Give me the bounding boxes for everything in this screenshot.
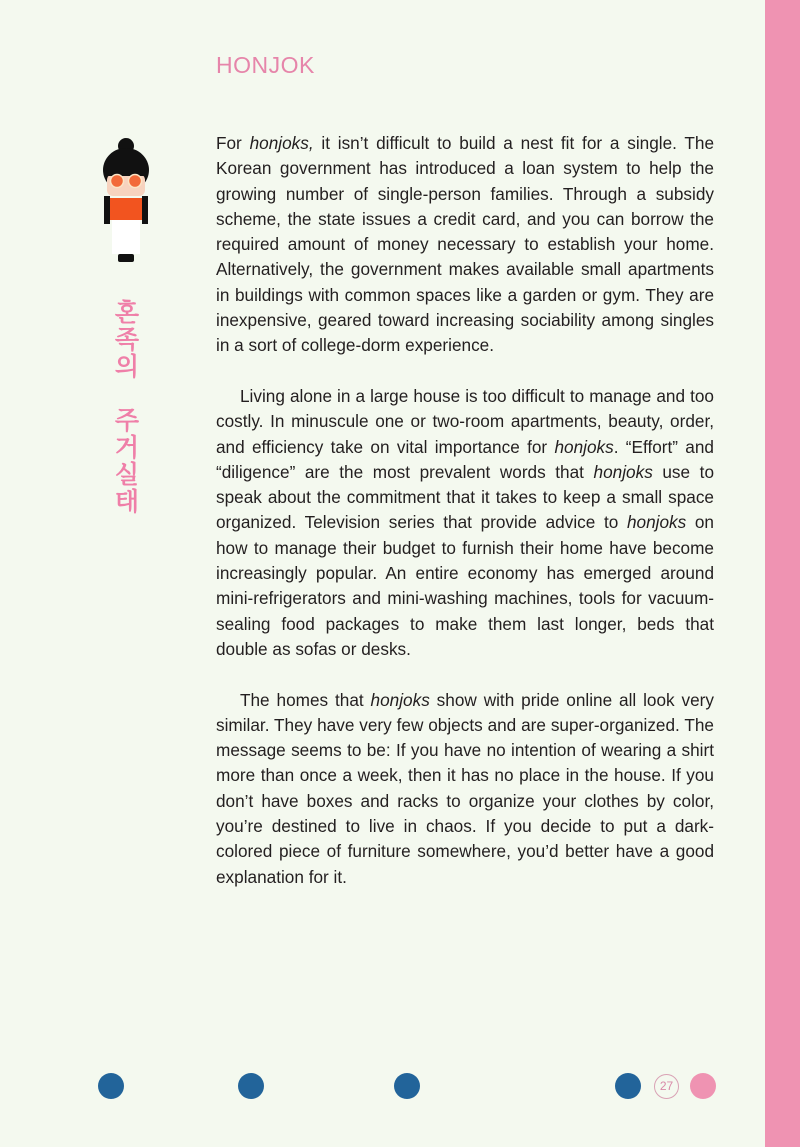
page-title: HONJOK (216, 52, 315, 78)
text-segment: For (216, 133, 250, 153)
korean-char: 거 (114, 434, 140, 462)
italic-term: honjoks (626, 512, 687, 533)
korean-char: 의 (114, 353, 140, 381)
footer-dot-blue (615, 1073, 641, 1099)
paragraph-1 (216, 131, 714, 359)
italic-term: honjoks, (249, 133, 314, 153)
text-segment: . “Effort” and “diligence” are the most prevalent words that (216, 436, 714, 482)
paragraph-3 (216, 688, 714, 890)
text-segment: Living alone in a large house is too difficult to manage and too costly. In minuscule one or two-room apartments, beauty, order, and efficiency take on vital importance for (216, 385, 714, 457)
italic-term: honjoks (593, 461, 653, 482)
korean-char: 족 (114, 326, 140, 354)
girl-figure-icon (96, 136, 156, 266)
korean-char: 태 (114, 488, 140, 516)
korean-char: 혼 (114, 299, 140, 327)
text-segment: The homes that (240, 689, 371, 710)
text-segment: it isn’t difficult to build a nest fit for a single. The Korean government has introduced a loan system to help the growing number of single-person families. Through a subsidy scheme, the state issues a credit card, and you can borrow the required amount of money necessary to establish your home. Alternatively, the government makes available small apartments in buildings with common spaces like a garden or gym. They are inexpensive, geared toward increasing sociability among singles in a sort of college-dorm experience. (216, 133, 715, 356)
korean-char: 실 (114, 461, 140, 489)
italic-term: honjoks (554, 436, 614, 457)
italic-term: honjoks (370, 689, 430, 710)
footer-dot-blue (98, 1073, 124, 1099)
paragraph-2 (216, 384, 714, 662)
footer-dot-blue (394, 1073, 420, 1099)
korean-char: 주 (114, 407, 140, 435)
text-segment: show with pride online all look very similar. They have very few objects and are super-organized. The message seems to be: If you have no intention of wearing a shirt more than once a week, then it has no place in the house. If you don’t have boxes and racks to organize your clothes by color, you’re destined to live in chaos. If you decide to put a dark-colored piece of furniture somewhere, you’d better have a good explanation for it. (216, 689, 714, 887)
footer-dot-blue (238, 1073, 264, 1099)
character-illustration (96, 136, 156, 266)
text-segment: on how to manage their budget to furnish their home have become increasingly popular. An entire economy has emerged around mini-refrigerators and mini-washing machines, tools for vacuum-sealing food packages to make them last longer, beds that double as sofas or desks. (216, 512, 714, 659)
korean-gap (112, 381, 142, 408)
text-segment: use to speak about the commitment that it takes to keep a small space organized. Television series that provide advice to (216, 461, 714, 533)
footer-dot-pink (690, 1073, 716, 1099)
side-color-band (765, 0, 800, 1147)
page-number: 27 (654, 1074, 679, 1099)
body-text (216, 131, 714, 915)
korean-vertical-title (112, 300, 142, 516)
